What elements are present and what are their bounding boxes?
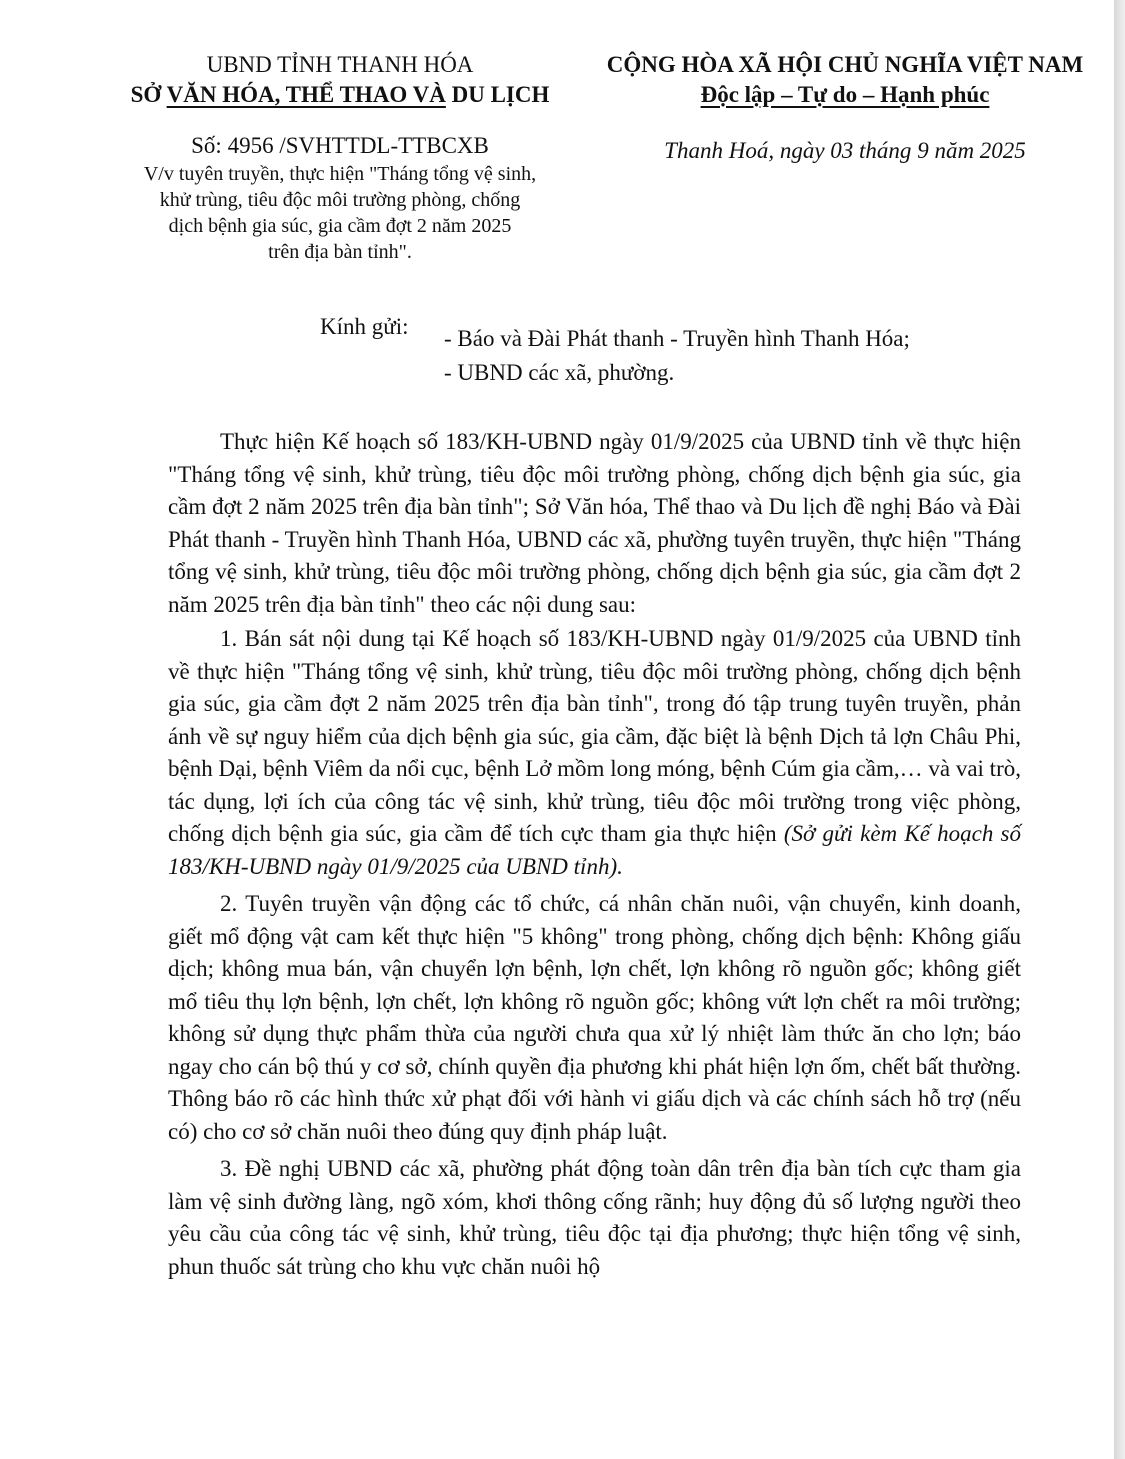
date-day: 03 [830,138,854,163]
national-motto [580,50,1110,110]
intro-paragraph: Thực hiện Kế hoạch số 183/KH-UBND ngày 01/9/2025 của UBND tỉnh về thực hiện "Tháng tổng vệ sinh, khử trùng, tiêu độc môi trường phòng, chống dịch bệnh gia súc, gia cầm đợt 2 năm 2025 trên địa bàn tỉnh"; Sở Văn hóa, Thể thao và Du lịch đề nghị Báo và Đài Phát thanh - Truyền hình Thanh Hóa, UBND các xã, phường tuyên truyền, thực hiện "Tháng tổng vệ sinh, khử trùng, tiêu độc môi trường phòng, chống dịch bệnh gia súc, gia cầm đợt 2 năm 2025 trên địa bàn tỉnh" theo các nội dung sau: [168,429,1021,617]
subject-line: trên địa bàn tỉnh". [268,241,412,263]
item-3-paragraph: 3. Đề nghị UBND các xã, phường phát động toàn dân trên địa bàn tích cực tham gia làm vệ sinh đường làng, ngõ xóm, khơi thông cống rãnh; huy động đủ số lượng người theo yêu cầu của công tác vệ sinh, khử trùng, tiêu độc tại địa phương; thực hiện tổng vệ sinh, phun thuốc sát trùng cho khu vực chăn nuôi hộ [168,1156,1021,1279]
motto [580,80,1110,110]
recipients-list [444,322,910,390]
doc-number-code: /SVHTTDL-TTBCXB [273,133,489,158]
recipient-item: - Báo và Đài Phát thanh - Truyền hình Thanh Hóa; [444,326,910,351]
agency-name-underlined: VĂN HÓA, THỂ THAO VÀ [166,82,446,107]
letter-body [168,426,1021,1283]
date-month-label: tháng [853,138,918,163]
item-2-paragraph: 2. Tuyên truyền vận động các tổ chức, cá nhân chăn nuôi, vận chuyển, kinh doanh, giết mổ động vật cam kết thực hiện "5 không" trong phòng, chống dịch bệnh: Không giấu dịch; không mua bán, vận chuyển lợn bệnh, lợn chết, lợn không rõ nguồn gốc; không giết mổ tiêu thụ lợn bệnh, lợn chết, lợn không rõ nguồn gốc; không vứt lợn chết ra môi trường; không sử dụng thực phẩm thừa của người chưa qua xử lý nhiệt làm thức ăn cho lợn; báo ngay cho cán bộ thú y cơ sở, chính quyền địa phương khi phát hiện lợn ốm, chết bất thường. Thông báo rõ các hình thức xử phạt đối với hành vi giấu dịch và các chính sách hỗ trợ (nếu có) cho cơ sở chăn nuôi theo đúng quy định pháp luật. [168,891,1021,1144]
document-number [100,132,580,160]
item-1-text: 1. Bán sát nội dung tại Kế hoạch số 183/KH-UBND ngày 01/9/2025 của UBND tỉnh về thực hiện "Tháng tổng vệ sinh, khử trùng, tiêu độc môi trường phòng, chống dịch bệnh gia súc, gia cầm đợt 2 năm 2025 trên địa bàn tỉnh", trong đó tập trung tuyên truyền, phản ánh về sự nguy hiểm của dịch bệnh gia súc, gia cầm, đặc biệt là bệnh Dịch tả lợn Châu Phi, bệnh Dại, bệnh Viêm da nổi cục, bệnh Lở mồm long móng, bệnh Cúm gia cầm,… và vai trò, tác dụng, lợi ích của công tác vệ sinh, khử trùng, tiêu độc môi trường trong việc phòng, chống dịch bệnh gia súc, gia cầm để tích cực tham gia thực hiện [168,626,1021,846]
date-year: năm 2025 [928,138,1026,163]
agency-name-suffix: DU LỊCH [445,82,550,107]
agency-name [100,80,580,110]
subject-line: V/v tuyên truyền, thực hiện "Tháng tổng vệ sinh, [143,163,537,185]
issuing-agency [100,50,580,110]
recipients-label: Kính gửi: [320,314,409,339]
item-1-italic-note: (Sở gửi kèm Kế hoạch số 183/KH-UBND ngày 01/9/2025 của UBND tỉnh). [168,821,1022,879]
doc-number-value: 4956 [227,133,274,158]
date-prefix: Thanh Hoá, ngày [664,138,831,163]
document-subject [100,161,580,265]
agency-name-prefix: SỞ [130,82,167,107]
page-edge-shadow [1114,0,1125,1459]
item-1-paragraph [168,623,1021,883]
subject-line: dịch bệnh gia súc, gia cầm đợt 2 năm 2025 [168,215,512,237]
date-month: 9 [917,138,929,163]
document-date [580,136,1110,166]
doc-number-prefix: Số: [191,133,228,158]
motto-text: Độc lập – Tự do – Hạnh phúc [700,82,990,107]
country-name: CỘNG HÒA XÃ HỘI CHỦ NGHĨA VIỆT NAM [606,52,1084,77]
subject-line: khử trùng, tiêu độc môi trường phòng, chống [159,189,521,211]
recipient-item: - UBND các xã, phường. [444,360,675,385]
agency-parent: UBND TỈNH THANH HÓA [206,52,474,77]
